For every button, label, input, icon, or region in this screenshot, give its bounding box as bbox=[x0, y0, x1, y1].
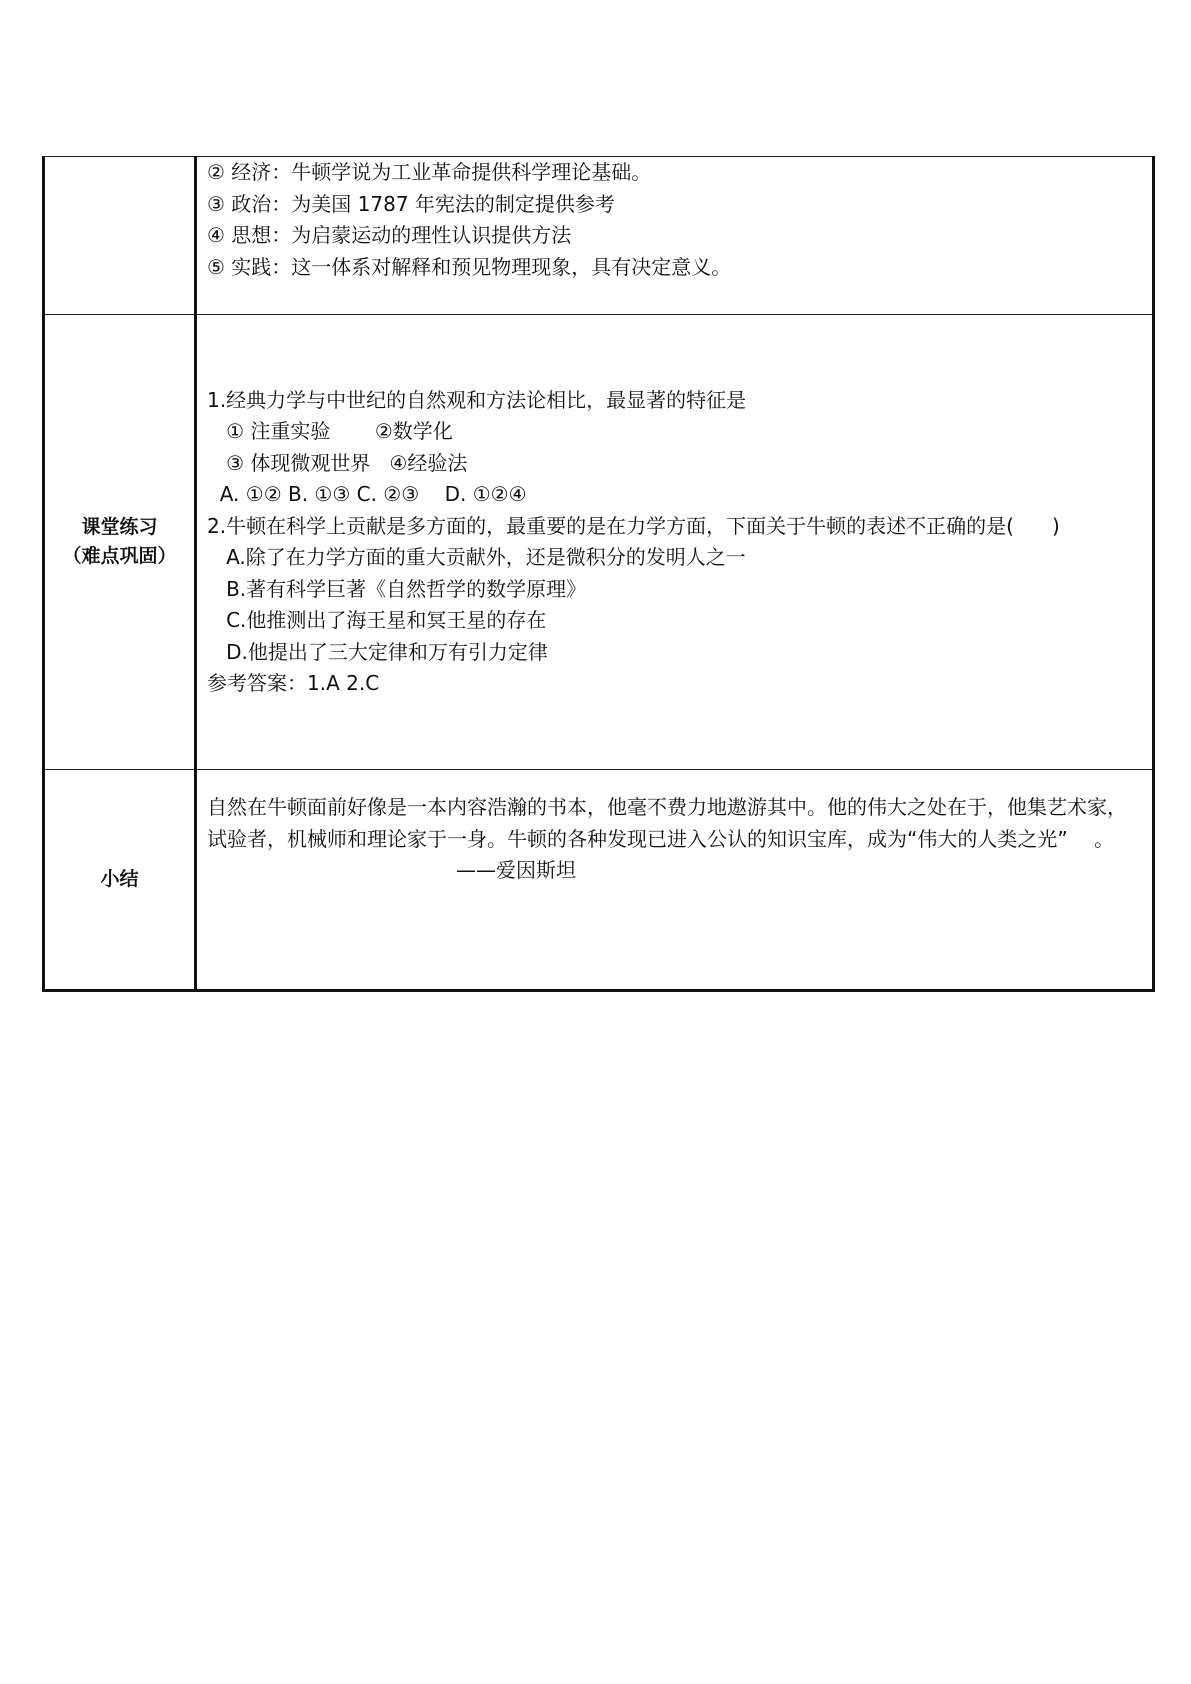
summary-signature: ——爱因斯坦 bbox=[456, 858, 576, 882]
table-row-exercise bbox=[44, 315, 1154, 770]
question-2-option-d: D.他提出了三大定律和万有引力定律 bbox=[207, 639, 548, 664]
question-2-option-b: B.著有科学巨著《自然哲学的数学原理》 bbox=[207, 576, 587, 601]
table-row-impact bbox=[44, 157, 1154, 315]
impact-line-practice: ⑤ 实践：这一体系对解释和预见物理现象，具有决定意义。 bbox=[207, 254, 732, 279]
lesson-plan-table bbox=[42, 156, 1155, 992]
exercise-label-title: 课堂练习 bbox=[81, 516, 158, 538]
question-1-items-b: ③ 体现微观世界 ④经验法 bbox=[207, 450, 468, 475]
question-1-options: A. ①② B. ①③ C. ②③ D. ①②④ bbox=[207, 482, 527, 506]
question-2-option-c: C.他推测出了海王星和冥王星的存在 bbox=[207, 608, 547, 632]
question-2-option-a: A.除了在力学方面的重大贡献外，还是微积分的发明人之一 bbox=[207, 545, 746, 569]
question-1-items-a: ① 注重实验 ②数学化 bbox=[207, 419, 453, 443]
question-2-stem: 2.牛顿在科学上贡献是多方面的，最重要的是在力学方面，下面关于牛顿的表述不正确的是( ) bbox=[207, 513, 1060, 538]
summary-content bbox=[196, 770, 1154, 991]
impact-line-politics: ③ 政治：为美国 1787 年宪法的制定提供参考 bbox=[207, 191, 615, 216]
exercise-label-subtitle: （难点巩固） bbox=[62, 545, 177, 567]
row-label-empty bbox=[44, 157, 196, 315]
impact-content bbox=[196, 157, 1154, 315]
exercise-content bbox=[196, 315, 1154, 770]
row-label-summary: 小结 bbox=[44, 770, 196, 991]
summary-quote: 自然在牛顿面前好像是一本内容浩瀚的书本，他毫不费力地遨游其中。他的伟大之处在于，他集艺术家，试验者，机械师和理论家于一身。牛顿的各种发现已进入公认的知识宝库，成为“伟大的人类之光” 。 bbox=[207, 795, 1127, 851]
answer-key: 参考答案：1.A 2.C bbox=[207, 671, 380, 695]
table-row-summary bbox=[44, 770, 1154, 991]
impact-line-economy: ② 经济：牛顿学说为工业革命提供科学理论基础。 bbox=[207, 160, 652, 184]
impact-line-thought: ④ 思想：为启蒙运动的理性认识提供方法 bbox=[207, 223, 572, 247]
row-label-exercise bbox=[44, 315, 196, 770]
question-1-stem: 1.经典力学与中世纪的自然观和方法论相比，最显著的特征是 bbox=[207, 387, 747, 412]
